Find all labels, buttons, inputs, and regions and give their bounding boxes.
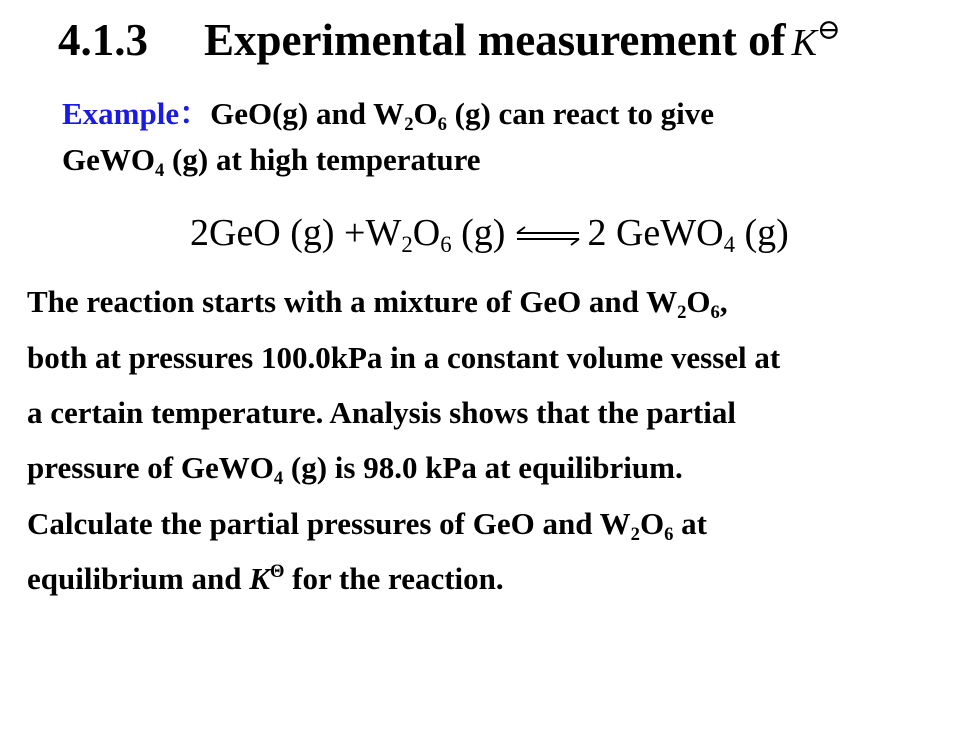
problem-line-3: a certain temperature. Analysis shows that the partial [27,395,736,430]
problem-line-6: equilibrium and $K^\Theta$ for the reaction. [27,560,504,596]
problem-line-5: Calculate the partial pressures of GeO and $W_2O_6$ at [27,506,707,545]
problem-line-1: The reaction starts with a mixture of GeO and $W_2O_6$, [27,284,728,323]
example-line-1: Example：GeO(g) and $W_2O_6$ (g) can react to give [62,96,715,135]
example-label: Example： [62,96,211,131]
problem-line-4: pressure of GeWO$_4$ (g) is 98.0 kPa at equilibrium. [27,450,683,489]
problem-line-2: both at pressures 100.0kPa in a constant volume vessel at [27,340,781,375]
title-text: Experimental measurement of [204,15,786,65]
section-number: 4.1.3 [58,15,148,65]
example-line-2: GeWO$_4$ (g) at high temperature [62,142,481,181]
k-standard-symbol: K⊖ [791,15,841,64]
k-standard-symbol-inline: $K^\Theta$ [249,560,285,596]
reaction-equation: 2GeO $(g) +W_2O_6$ (g) 2 GeWO$_4$ (g) [190,212,789,258]
slide-title [58,13,841,70]
equilibrium-arrow-icon [515,226,581,246]
